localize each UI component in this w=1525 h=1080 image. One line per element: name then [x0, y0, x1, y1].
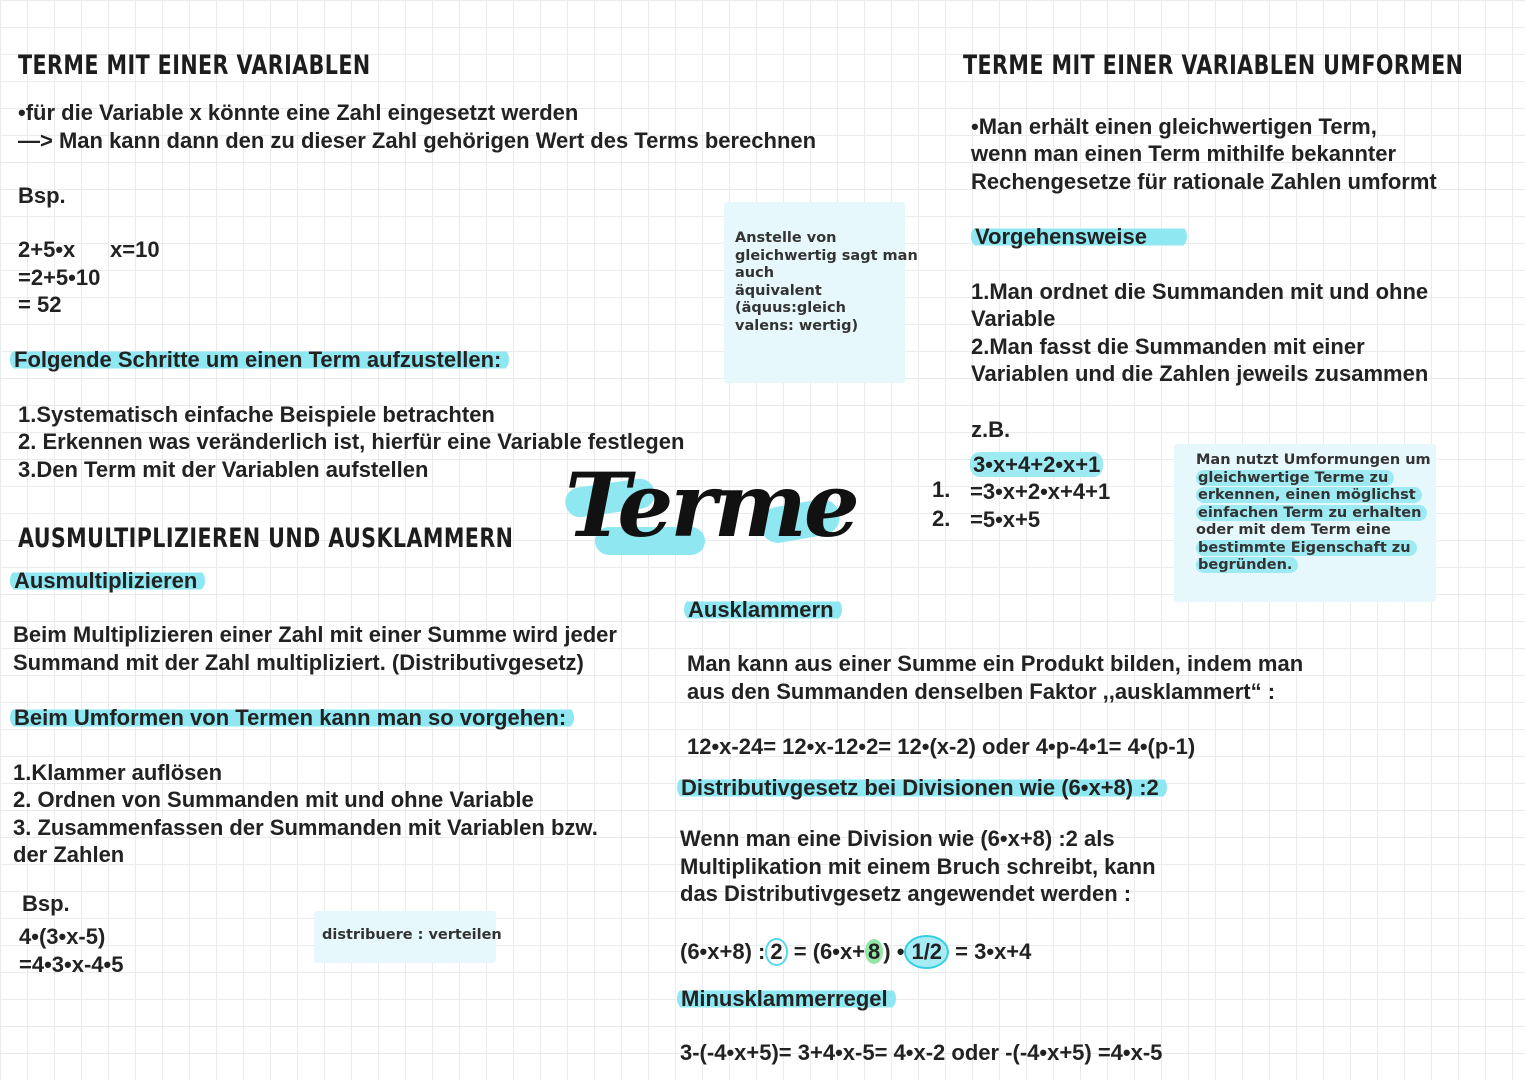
subtitle-ausklammern: Ausklammern [684, 596, 842, 624]
step-item: 2. Erkennen was veränderlich ist, hierfür eine Variable festlegen [18, 429, 685, 454]
note-line: auch [735, 265, 775, 281]
text-line: aus den Summanden denselben Faktor ,,ausklammert“ : [687, 679, 1276, 704]
subtitle-vorgehensweise: Vorgehensweise [971, 223, 1187, 251]
example-result: = 52 [18, 292, 62, 317]
example-ausklammern: 12•x-24= 12•x-12•2= 12•(x-2) oder 4•p-4•1= 4•(p-1) [687, 734, 1196, 759]
subtitle-umformen: Beim Umformen von Termen kann man so vorgehen: [10, 704, 574, 732]
example-division: (6•x+8) : 2 = (6•x+ 8 ) • 1/2 = 3•x+4 [680, 935, 1031, 969]
note-umformungen [1174, 444, 1436, 602]
title-text: Terme [565, 453, 857, 557]
step-item: 1.Klammer auflösen [13, 760, 223, 785]
text-line: das Distributivgesetz angewendet werden : [680, 881, 1132, 906]
heading-ausmultiplizieren: AUSMULTIPLIZIEREN UND AUSKLAMMERN [18, 523, 514, 554]
note-equivalent [724, 202, 918, 383]
step-item: Variable [971, 306, 1056, 331]
note-line: erkennen, einen möglichst [1196, 487, 1422, 503]
text-line: Man kann aus einer Summe ein Produkt bilden, indem man [687, 651, 1304, 676]
bsp-label: Bsp. [18, 183, 66, 208]
example-value: x=10 [110, 237, 160, 262]
heading-terme-variablen: TERME MIT EINER VARIABLEN [18, 50, 371, 81]
subtitle-ausmultiplizieren: Ausmultiplizieren [10, 567, 205, 595]
text-line: •für die Variable x könnte eine Zahl eingesetzt werden [18, 100, 579, 125]
example-step: =3•x+2•x+4+1 [970, 479, 1111, 504]
example-term: 2+5•x [18, 237, 76, 262]
text-line: Multiplikation mit einem Bruch schreibt, kann [680, 854, 1156, 879]
example-step: =2+5•10 [18, 265, 101, 290]
step-number: 2. [932, 506, 951, 531]
text-line: •Man erhält einen gleichwertigen Term, [971, 114, 1377, 139]
steps-title: Folgende Schritte um einen Term aufzustellen: [10, 346, 509, 374]
note-line: (äquus:gleich [735, 300, 846, 316]
note-line: bestimmte Eigenschaft zu [1196, 540, 1417, 556]
step-item: der Zahlen [13, 842, 125, 867]
note-line: valens: wertig) [735, 317, 859, 334]
page-title [565, 453, 857, 565]
note-line: oder mit dem Term eine [1196, 522, 1391, 538]
step-item: 2.Man fasst die Summanden mit einer [971, 334, 1365, 359]
heading-umformen: TERME MIT EINER VARIABLEN UMFORMEN [963, 50, 1464, 81]
note-line: Anstelle von [735, 230, 837, 246]
note-line: äquivalent [735, 282, 822, 299]
step-item: 3.Den Term mit der Variablen aufstellen [18, 457, 429, 482]
zb-label: z.B. [971, 417, 1011, 442]
text-line: Rechengesetze für rationale Zahlen umformt [971, 169, 1437, 194]
text-line: Beim Multiplizieren einer Zahl mit einer Summe wird jeder [13, 622, 617, 647]
note-line: gleichwertig sagt man [735, 247, 918, 264]
subtitle-minusklammerregel: Minusklammerregel [677, 985, 896, 1013]
note-line: Man nutzt Umformungen um [1196, 452, 1431, 468]
example-minusklammer: 3-(-4•x+5)= 3+4•x-5= 4•x-2 oder -(-4•x+5) =4•x-5 [680, 1040, 1163, 1065]
step-item: 1.Systematisch einfache Beispiele betrachten [18, 402, 495, 427]
note-line: gleichwertige Terme zu [1196, 470, 1394, 486]
note-distribuere [314, 911, 502, 963]
step-item: 3. Zusammenfassen der Summanden mit Variablen bzw. [13, 815, 598, 840]
note-line: einfachen Term zu erhalten [1196, 505, 1427, 521]
text-line: wenn man einen Term mithilfe bekannter [971, 141, 1397, 166]
step-item: 2. Ordnen von Summanden mit und ohne Variable [13, 787, 534, 812]
text-line: Wenn man eine Division wie (6•x+8) :2 als [680, 826, 1115, 851]
note-line: distribuere : verteilen [322, 927, 502, 943]
subtitle-distributiv-division: Distributivgesetz bei Divisionen wie (6•x+8) :2 [677, 774, 1167, 802]
example-result: =5•x+5 [970, 507, 1041, 532]
bsp-label: Bsp. [22, 891, 70, 916]
example-term: 3•x+4+2•x+1 [970, 451, 1103, 479]
example-term: 4•(3•x-5) [19, 924, 106, 949]
step-item: Variablen und die Zahlen jeweils zusammen [971, 361, 1429, 386]
note-line: begründen. [1196, 557, 1298, 573]
text-line: Summand mit der Zahl multipliziert. (Distributivgesetz) [13, 650, 584, 675]
step-item: 1.Man ordnet die Summanden mit und ohne [971, 279, 1429, 304]
step-number: 1. [932, 477, 951, 502]
example-step: =4•3•x-4•5 [19, 952, 124, 977]
text-line: —> Man kann dann den zu dieser Zahl gehörigen Wert des Terms berechnen [18, 128, 817, 153]
